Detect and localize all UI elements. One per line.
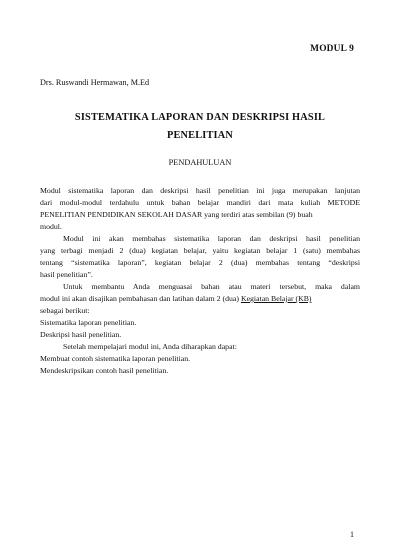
title-line-1: SISTEMATIKA LAPORAN DAN DESKRIPSI HASIL bbox=[74, 112, 326, 123]
after-study-intro: Setelah mempelajari modul ini, Anda diharapkan dapat: bbox=[63, 342, 237, 351]
objective-item-1: Membuat contoh sistematika laporan penelitian. bbox=[40, 354, 191, 363]
para3-line-3: sebagai berikut: bbox=[40, 306, 90, 315]
module-label: MODUL 9 bbox=[310, 44, 354, 54]
para3-line-1: Untuk membantu Anda menguasai bahan atau materi tersebut, maka dalam bbox=[63, 282, 360, 291]
section-heading: PENDAHULUAN bbox=[168, 158, 232, 167]
para2-line-2: yang terbagi menjadi 2 (dua) kegiatan belajar, yaitu kegiatan belajar 1 (satu) membahas bbox=[40, 246, 360, 255]
title-line-2: PENELITIAN bbox=[166, 130, 234, 141]
para2-line-3: tentang “sistematika laporan”, kegiatan belajar 2 (dua) membahas tentang “deskripsi bbox=[40, 258, 360, 267]
para3-line-2 bbox=[40, 293, 360, 305]
author-name: Drs. Ruswandi Hermawan, M.Ed bbox=[40, 78, 150, 87]
para2-line-4: hasil penelitian”. bbox=[40, 270, 93, 279]
kb-list-item-2: Deskripsi hasil penelitian. bbox=[40, 330, 122, 339]
intro-line-4: modul. bbox=[40, 222, 62, 231]
body-text bbox=[40, 185, 360, 377]
document-title bbox=[40, 109, 360, 145]
kb-underlined: Kegiatan Belajar (KB) bbox=[240, 294, 312, 303]
intro-line-3: PENELITIAN PENDIDIKAN SEKOLAH DASAR yang terdiri atas sembilan (9) buah bbox=[40, 210, 313, 219]
kb-list-item-1: Sistematika laporan penelitian. bbox=[40, 318, 137, 327]
para2-line-1: Modul ini akan membahas sistematika laporan dan deskripsi hasil penelitian bbox=[63, 234, 360, 243]
intro-line-2: dari modul-modul terdahulu untuk bahan belajar mandiri dari mata kuliah METODE bbox=[40, 198, 360, 207]
page-number: 1 bbox=[350, 530, 354, 539]
objective-item-2: Mendeskripsikan contoh hasil penelitian. bbox=[40, 366, 169, 375]
intro-line-1: Modul sistematika laporan dan deskripsi hasil penelitian ini juga merupakan lanjutan bbox=[40, 186, 360, 195]
para3-line-2-text: modul ini akan disajikan pembahasan dan latihan dalam 2 (dua) bbox=[40, 294, 239, 303]
